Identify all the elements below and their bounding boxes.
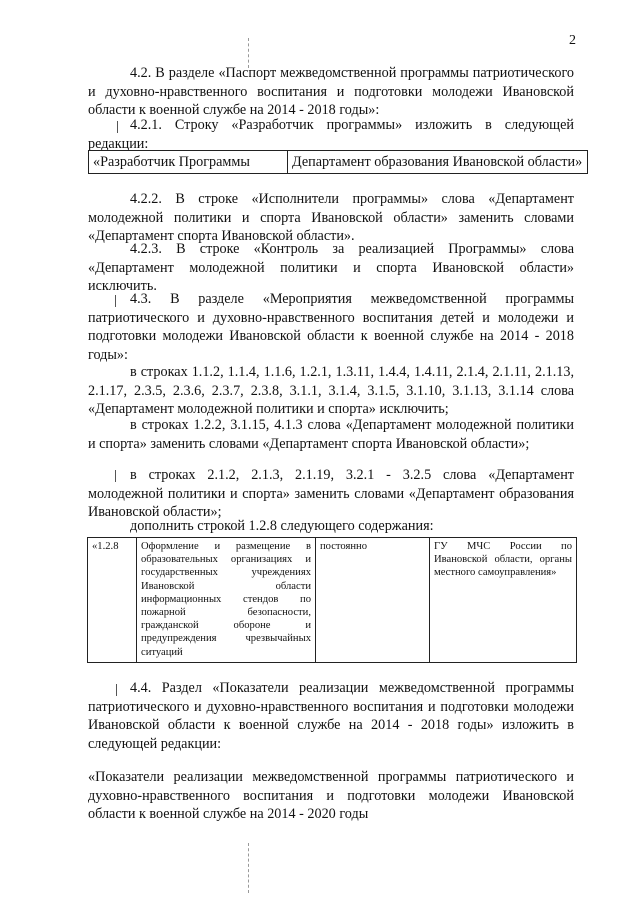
item-4-2-1: 4.2.1. Строку «Разработчик программы» изложить в следующей редакции: [88,117,574,152]
section-4-4-intro: 4.4. Раздел «Показатели реализации межведомственной программы патриотического и духовно-нравственного воспитания и подготовки молодежи Ивановской области к военной службе на 2014 - 2018 годы» изложить в следующей редакции: [88,680,574,752]
section-4-4-quote: «Показатели реализации межведомственной программы патриотического и духовно-нравственного воспитания и подготовки молодежи Ивановской области к военной службе на 2014 - 2020 годы [88,769,574,822]
developer-label: «Разработчик Программы [89,151,288,174]
item-4-2-3: 4.2.3. В строке «Контроль за реализацией Программы» слова «Департамент молодежной политики и спорта Ивановской области» исключить. [88,241,574,294]
developer-value: Департамент образования Ивановской области» [288,151,588,174]
developer-table [88,150,588,174]
rows-exclude: в строках 1.1.2, 1.1.4, 1.1.6, 1.2.1, 1.3.11, 1.4.4, 1.4.11, 2.1.4, 2.1.11, 2.1.13, 2.1.17, 2.3.5, 2.3.6, 2.3.7, 2.3.8, 3.1.1, 3.1.4, 3.1.5, 3.1.10, 3.1.13, 3.1.14 слова «Департамент молодежной политики и спорта» исключить; [88,364,574,417]
page-number: 2 [569,33,576,48]
new-row-number: «1.2.8 [88,538,137,663]
section-4-3-intro: 4.3. В разделе «Мероприятия межведомственной программы патриотического и духовно-нравственного воспитания детей и молодежи и подготовки молодежи Ивановской области к военной службе на 2014 - 2018 годы»: [88,291,574,363]
item-4-2-2: 4.2.2. В строке «Исполнители программы» слова «Департамент молодежной политики и спорта Ивановской области» заменить словами «Департамент спорта Ивановской области». [88,191,574,244]
new-row-period: постоянно [316,538,430,663]
rows-replace-edu: в строках 2.1.2, 2.1.3, 2.1.19, 3.2.1 - 3.2.5 слова «Департамент молодежной политики и спорта» заменить словами «Департамент образования Ивановской области»; [88,467,574,520]
new-row-executor: ГУ МЧС России по Ивановской области, органы местного самоуправления» [430,538,577,663]
section-4-2-intro: 4.2. В разделе «Паспорт межведомственной программы патриотического и духовно-нравственного воспитания и подготовки молодежи Ивановской области к военной службе на 2014 - 2018 годы»: [88,65,574,118]
add-row-line: дополнить строкой 1.2.8 следующего содержания: [130,518,434,534]
rows-replace-sport: в строках 1.2.2, 3.1.15, 4.1.3 слова «Департамент молодежной политики и спорта» заменить словами «Департамент спорта Ивановской области»; [88,417,574,452]
new-row-description: Оформление и размещение в образовательных организациях и государственных учреждениях Ивановской области информационных стендов по пожарной безопасности, гражданской обороне и предупреждения чрезвычайных ситуаций [137,538,316,663]
new-row-table [87,537,577,663]
scan-artifact-line [248,843,249,893]
